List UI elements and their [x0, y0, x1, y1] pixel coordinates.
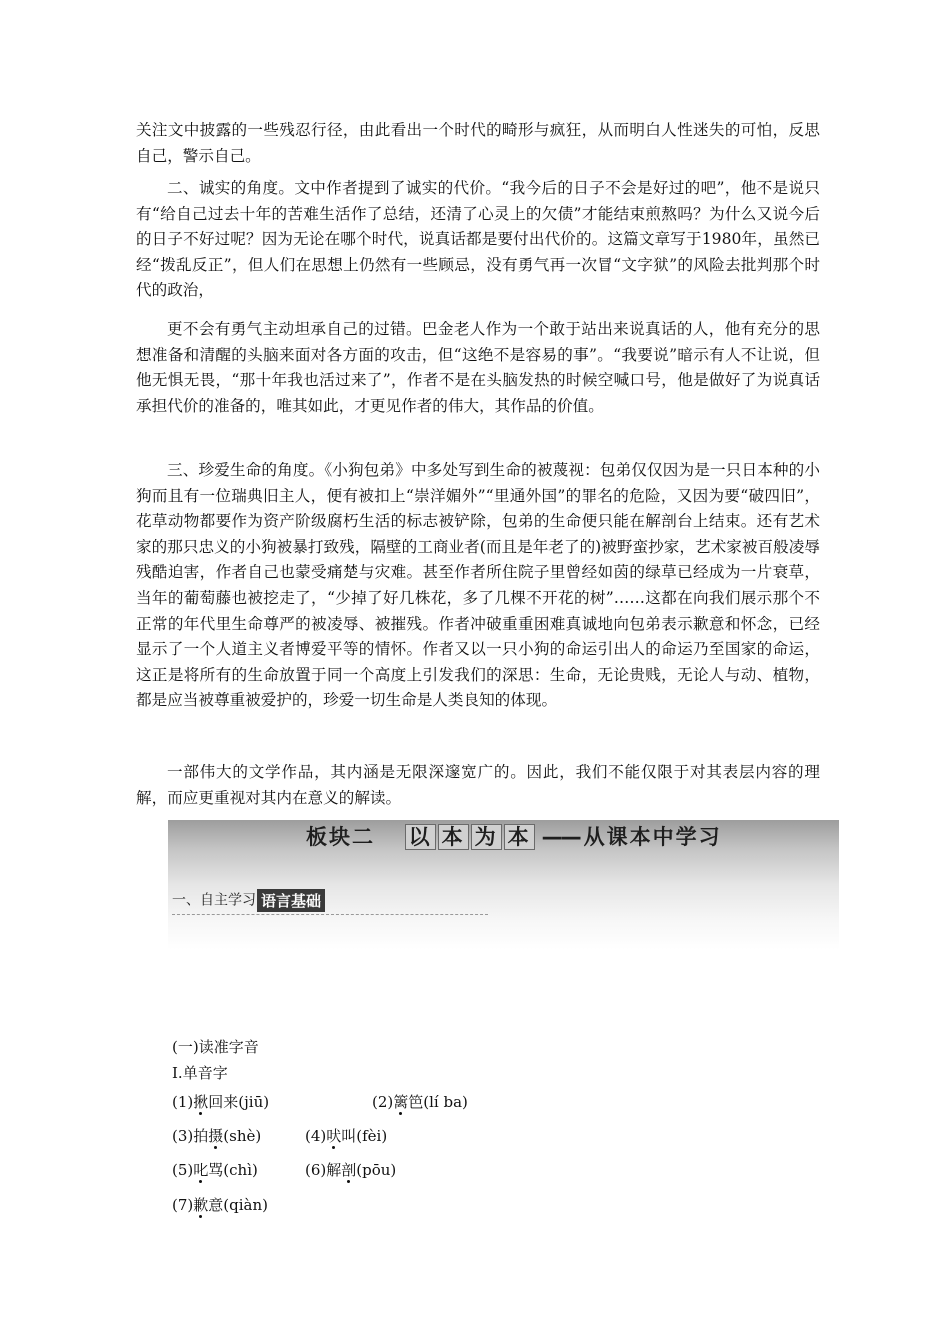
- vocab-pinyin: (jiū): [238, 1093, 270, 1111]
- vocab-item: [305, 1159, 396, 1181]
- banner-subheading: [172, 889, 325, 912]
- vocab-item: [372, 1091, 468, 1113]
- vocab-item: [172, 1091, 372, 1113]
- banner-part-label: 板块二: [306, 825, 375, 849]
- vocab-pinyin: (pōu): [356, 1161, 397, 1179]
- vocab-num: (7): [172, 1196, 194, 1214]
- vocab-row: [172, 1159, 396, 1181]
- vocab-dotted-char: 揪: [193, 1093, 209, 1111]
- vocab-pinyin: (chì): [223, 1161, 258, 1179]
- banner-sub-prefix: 一、自主学习: [172, 892, 256, 909]
- vocab-dotted-char: 歉: [193, 1196, 209, 1214]
- vocab-dotted-char: 叱: [193, 1161, 209, 1179]
- vocab-word-post: 意: [208, 1196, 224, 1214]
- vocab-item: [172, 1194, 268, 1216]
- section-banner: [168, 820, 839, 950]
- vocab-word-post: 回来: [208, 1093, 239, 1111]
- vocab-dotted-char: 剖: [341, 1161, 357, 1179]
- vocab-row: [172, 1125, 387, 1147]
- vocab-num: (5): [172, 1161, 194, 1179]
- banner-tail: 从课本中学习: [583, 825, 722, 849]
- vocab-num: (4): [305, 1127, 327, 1145]
- paragraph-honesty-angle: 二、诚实的角度。文中作者提到了诚实的代价。“我今后的日子不会是好过的吧”，他不是说只有“给自己过去十年的苦难生活作了总结，还清了心灵上的欠债”才能结束煎熬吗？为什么又说今后的日子不好过呢？因为无论在哪个时代，说真话都是要付出代价的。这篇文章写于1980年，虽然已经“拨乱反正”，但人们在思想上仍然有一些顾忌，没有勇气再一次冒“文字狱”的风险去批判那个时代的政治，: [136, 179, 820, 300]
- section-heading: (一)读准字音: [172, 1038, 259, 1056]
- vocab-item: [305, 1125, 387, 1147]
- banner-title: [306, 821, 722, 851]
- banner-divider: [172, 914, 488, 915]
- banner-boxed-char: 本: [438, 824, 469, 850]
- paragraph-cherish-life: 三、珍爱生命的角度。《小狗包弟》中多处写到生命的被蔑视：包弟仅仅因为是一只日本种的小狗而且有一位瑞典旧主人，便有被扣上“崇洋媚外”“里通外国”的罪名的危险，又因为要“破四旧”，花草动物都要作为资产阶级腐朽生活的标志被铲除，包弟的生命便只能在解剖台上结束。还有艺术家的那只忠义的小狗被暴打致残，隔壁的工商业者(而且是年老了的)被野蛮抄家，艺术家被百般凌辱残酷迫害，作者自己也蒙受痛楚与灾难。甚至作者所住院子里曾经如茵的绿草已经成为一片衰草，当年的葡萄藤也被挖走了，“少掉了好几株花，多了几棵不开花的树”……这都在向我们展示那个不正常的年代里生命尊严的被凌辱、被摧残。作者冲破重重困难真诚地向包弟表示歉意和怀念，已经显示了一个人道主义者博爱平等的情怀。作者又以一只小狗的命运引出人的命运乃至国家的命运，这正是将所有的生命放置于同一个高度上引发我们的深思：生命，无论贵贱，无论人与动、植物，都是应当被尊重被爱护的，珍爱一切生命是人类良知的体现。: [136, 461, 820, 710]
- vocab-item: [172, 1159, 305, 1181]
- banner-boxed-char: 以: [405, 824, 436, 850]
- vocab-num: (3): [172, 1127, 194, 1145]
- vocab-num: (6): [305, 1161, 327, 1179]
- vocab-word-pre: 解: [326, 1161, 342, 1179]
- banner-dash: ——: [541, 825, 580, 849]
- vocab-row: [172, 1091, 468, 1113]
- vocab-pinyin: (qiàn): [223, 1196, 268, 1214]
- vocab-num: (2): [372, 1093, 394, 1111]
- banner-sub-badge: 语言基础: [257, 889, 325, 912]
- vocab-word-post: 叫: [341, 1127, 357, 1145]
- vocab-dotted-char: 篱: [393, 1093, 409, 1111]
- vocab-item: [172, 1125, 305, 1147]
- vocab-row: [172, 1194, 268, 1216]
- paragraph-conclusion: 一部伟大的文学作品，其内涵是无限深邃宽广的。因此，我们不能仅限于对其表层内容的理解，而应更重视对其内在意义的解读。: [136, 763, 820, 807]
- vocab-dotted-char: 摄: [208, 1127, 224, 1145]
- vocab-dotted-char: 吠: [326, 1127, 342, 1145]
- vocab-word-post: 笆: [408, 1093, 424, 1111]
- vocab-pinyin: (lí ba): [423, 1093, 468, 1111]
- vocab-word-post: 骂: [208, 1161, 224, 1179]
- vocab-num: (1): [172, 1093, 194, 1111]
- paragraph-courage: 更不会有勇气主动坦承自己的过错。巴金老人作为一个敢于站出来说真话的人，他有充分的思想准备和清醒的头脑来面对各方面的攻击，但“这绝不是容易的事”。“我要说”暗示有人不让说，但他无惧无畏，“那十年我也活过来了”，作者不是在头脑发热的时候空喊口号，他是做好了为说真话承担代价的准备的，唯其如此，才更见作者的伟大，其作品的价值。: [136, 320, 820, 415]
- vocab-word-pre: 拍: [193, 1127, 209, 1145]
- vocab-pinyin: (fèi): [356, 1127, 388, 1145]
- vocab-pinyin: (shè): [223, 1127, 262, 1145]
- banner-boxed-char: 为: [471, 824, 502, 850]
- banner-boxed-char: 本: [504, 824, 535, 850]
- paragraph-intro-continuation: 关注文中披露的一些残忍行径，由此看出一个时代的畸形与疯狂，从而明白人性迷失的可怕，反思自己，警示自己。: [136, 121, 820, 165]
- section-subheading: Ⅰ.单音字: [172, 1064, 228, 1082]
